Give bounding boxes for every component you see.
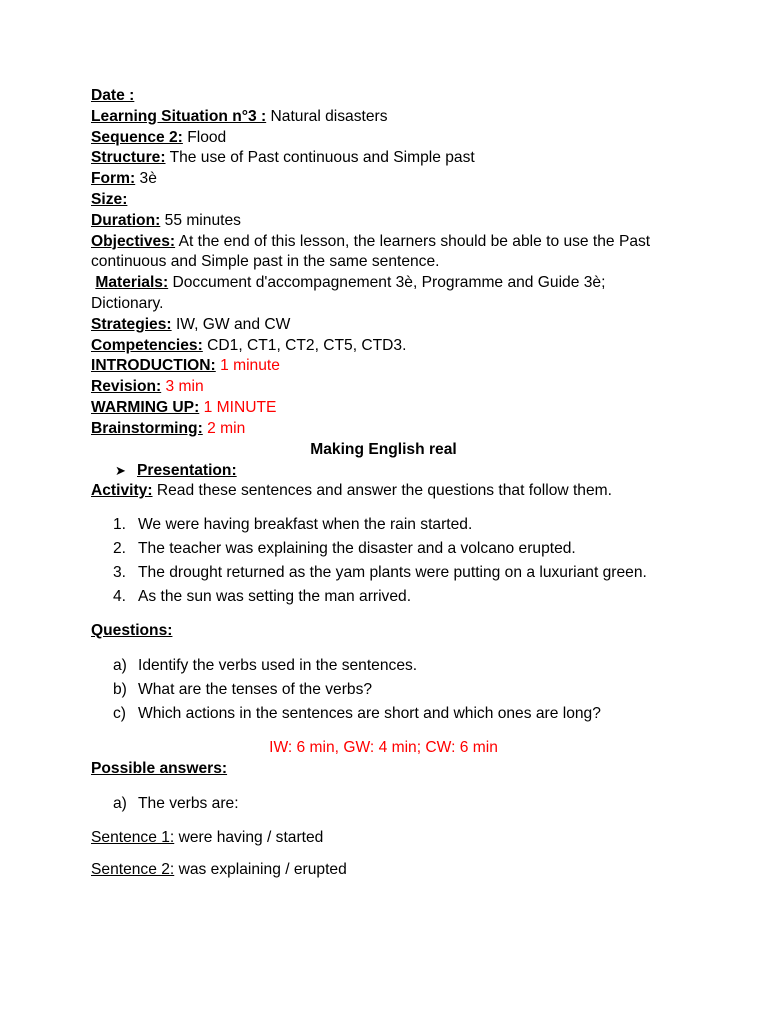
warming-up-label: WARMING UP: [91,398,200,416]
sequence-label: Sequence 2: [91,128,183,146]
timing-note: IW: 6 min, GW: 4 min; CW: 6 min [269,738,498,756]
questions-label: Questions: [91,622,173,640]
duration-row [91,211,651,232]
introduction-label: INTRODUCTION: [91,357,216,375]
sentence-1-label: Sentence 1: [91,828,175,846]
materials-value: Doccument d'accompagnement 3è, Programme and Guide 3è; Dictionary. [91,274,606,312]
presentation-row [91,460,651,481]
questions-row [91,621,651,642]
form-label: Form: [91,170,136,188]
list-item [91,678,651,702]
revision-label: Revision: [91,378,162,396]
list-number: 3. [113,564,127,582]
sequence-row [91,128,651,149]
list-number: 2. [113,540,127,558]
sequence-value: Flood [187,128,227,146]
structure-value: The use of Past continuous and Simple past [169,149,475,167]
materials-label: Materials: [95,274,169,292]
structure-label: Structure: [91,149,166,167]
size-label: Size: [91,190,128,208]
sentence-list [91,513,651,609]
duration-label: Duration: [91,211,161,229]
learning-situation-row [91,107,651,128]
introduction-row [91,356,651,377]
duration-value: 55 minutes [164,211,241,229]
warming-up-row [91,398,651,419]
activity-label: Activity: [91,482,153,500]
date-row [91,86,651,107]
sentence-text: We were having breakfast when the rain started. [138,516,473,534]
revision-time: 3 min [165,378,204,396]
lesson-plan-page [91,86,651,881]
section-title: Making English real [310,440,457,458]
competencies-label: Competencies: [91,336,203,354]
activity-text: Read these sentences and answer the questions that follow them. [156,482,612,500]
activity-row [91,481,651,502]
form-row [91,169,651,190]
strategies-value: IW, GW and CW [175,315,291,333]
arrow-right-icon: ➤ [115,463,126,479]
sentence-text: As the sun was setting the man arrived. [138,588,412,606]
brainstorming-row [91,419,651,440]
strategies-label: Strategies: [91,315,172,333]
possible-answers-label: Possible answers: [91,759,228,777]
sentence-2-value: was explaining / erupted [178,861,347,879]
sentence-text: The teacher was explaining the disaster and a volcano erupted. [138,540,576,558]
list-item [91,654,651,678]
presentation-label: Presentation: [137,462,237,480]
materials-row [91,273,651,315]
list-item [91,513,651,537]
list-letter: c) [113,704,126,722]
learning-situation-label: Learning Situation n°3 : [91,107,267,125]
list-number: 1. [113,516,127,534]
list-letter: a) [113,656,127,674]
introduction-time: 1 minute [220,357,280,375]
question-text: Which actions in the sentences are short and which ones are long? [138,704,601,722]
sentence-1-answer-row [91,828,651,849]
form-value: 3è [139,170,157,188]
brainstorming-time: 2 min [207,419,246,437]
competencies-value: CD1, CT1, CT2, CT5, CTD3. [207,336,407,354]
list-number: 4. [113,588,127,606]
strategies-row [91,315,651,336]
objectives-label: Objectives: [91,232,176,250]
question-text: Identify the verbs used in the sentences. [138,656,418,674]
sentence-text: The drought returned as the yam plants were putting on a luxuriant green. [138,564,647,582]
questions-list [91,654,651,726]
sentence-1-value: were having / started [178,828,324,846]
list-item [91,792,651,816]
structure-row [91,148,651,169]
warming-up-time: 1 MINUTE [203,398,277,416]
list-item [91,585,651,609]
sentence-2-label: Sentence 2: [91,861,175,879]
list-letter: b) [113,680,127,698]
answers-list [91,792,651,816]
brainstorming-label: Brainstorming: [91,419,203,437]
list-letter: a) [113,794,127,812]
question-text: What are the tenses of the verbs? [138,680,373,698]
list-item [91,702,651,726]
size-row [91,190,651,211]
possible-answers-row [91,759,651,780]
list-item [91,537,651,561]
list-item [91,561,651,585]
answer-text: The verbs are: [138,794,239,812]
objectives-row [91,232,651,274]
learning-situation-value: Natural disasters [270,107,388,125]
revision-row [91,377,651,398]
date-label: Date : [91,87,135,104]
competencies-row [91,336,651,357]
sentence-2-answer-row [91,860,651,881]
objectives-value: At the end of this lesson, the learners should be able to use the Past continuous and Simple past in the same sentence. [91,232,651,271]
